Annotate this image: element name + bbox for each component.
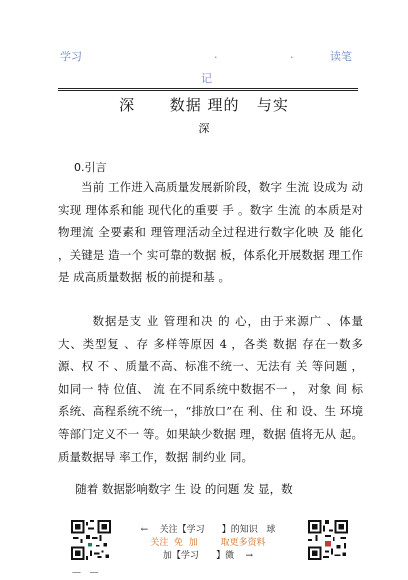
author: 深 xyxy=(198,122,210,135)
paragraph-2: 数据是支 业 管理和决 的 心，由于来源广 、体量 大、类型复 、存 多样等原因 4 ，各类 数据 存在一数多源、权 不 、质量不高、标准不统一、无法有 关 等问题 ，如同一 特 位值、 流 在不同系统中数据不一 ， 对象 间 标系统、高程系统不统一，“排放口”在 利、住 和 设、生 环境等部门定义不一 等。如果缺少数据 理，数据 值将无从 起。质量数据导 率工作，数据 制约业 同。 xyxy=(58,314,363,464)
header-right-continued: 记 xyxy=(201,72,212,85)
paragraph-3: 随着 数据影响数字 生 设 的问题 发 显，数 xyxy=(75,482,293,496)
paragraph-1: 当前 工作进入高质量发展新阶段，数字 生流 设成为 动实现 理体系和能 现代化的重要 手 。数字 生流 的本质是对物理流 全要素和 理管理活动全过程进行数字化映 及 能化 ，关键是 造一个 实可靠的数据 板，体系化开展数据 理工作是 成高质量数据 板的前提和基 。 xyxy=(58,180,363,285)
qr-code-icon xyxy=(71,520,111,560)
footer-line-promo: 关注 免 加 取更多资料 xyxy=(150,538,266,548)
header-left: 学习 xyxy=(60,50,82,63)
footer-dashes: — — xyxy=(72,568,99,578)
header-rule-top xyxy=(58,88,358,89)
footer-line-wechat: 加【学习 】微 → xyxy=(162,551,254,561)
qr-code-left xyxy=(71,520,111,560)
qr-code-right xyxy=(308,520,348,560)
header-dot-1: . xyxy=(214,48,218,61)
qr-code-icon xyxy=(308,520,348,560)
header-dot-2: . xyxy=(290,48,294,61)
footer-line-follow: ← 关注【学习 】的知识 球 xyxy=(140,525,276,535)
section-heading: 0.引言 xyxy=(74,161,107,174)
header-right: 读笔 xyxy=(330,50,352,63)
page-title: 深 数据 理的 与实 xyxy=(119,96,289,114)
header-rule-bottom xyxy=(58,90,358,91)
